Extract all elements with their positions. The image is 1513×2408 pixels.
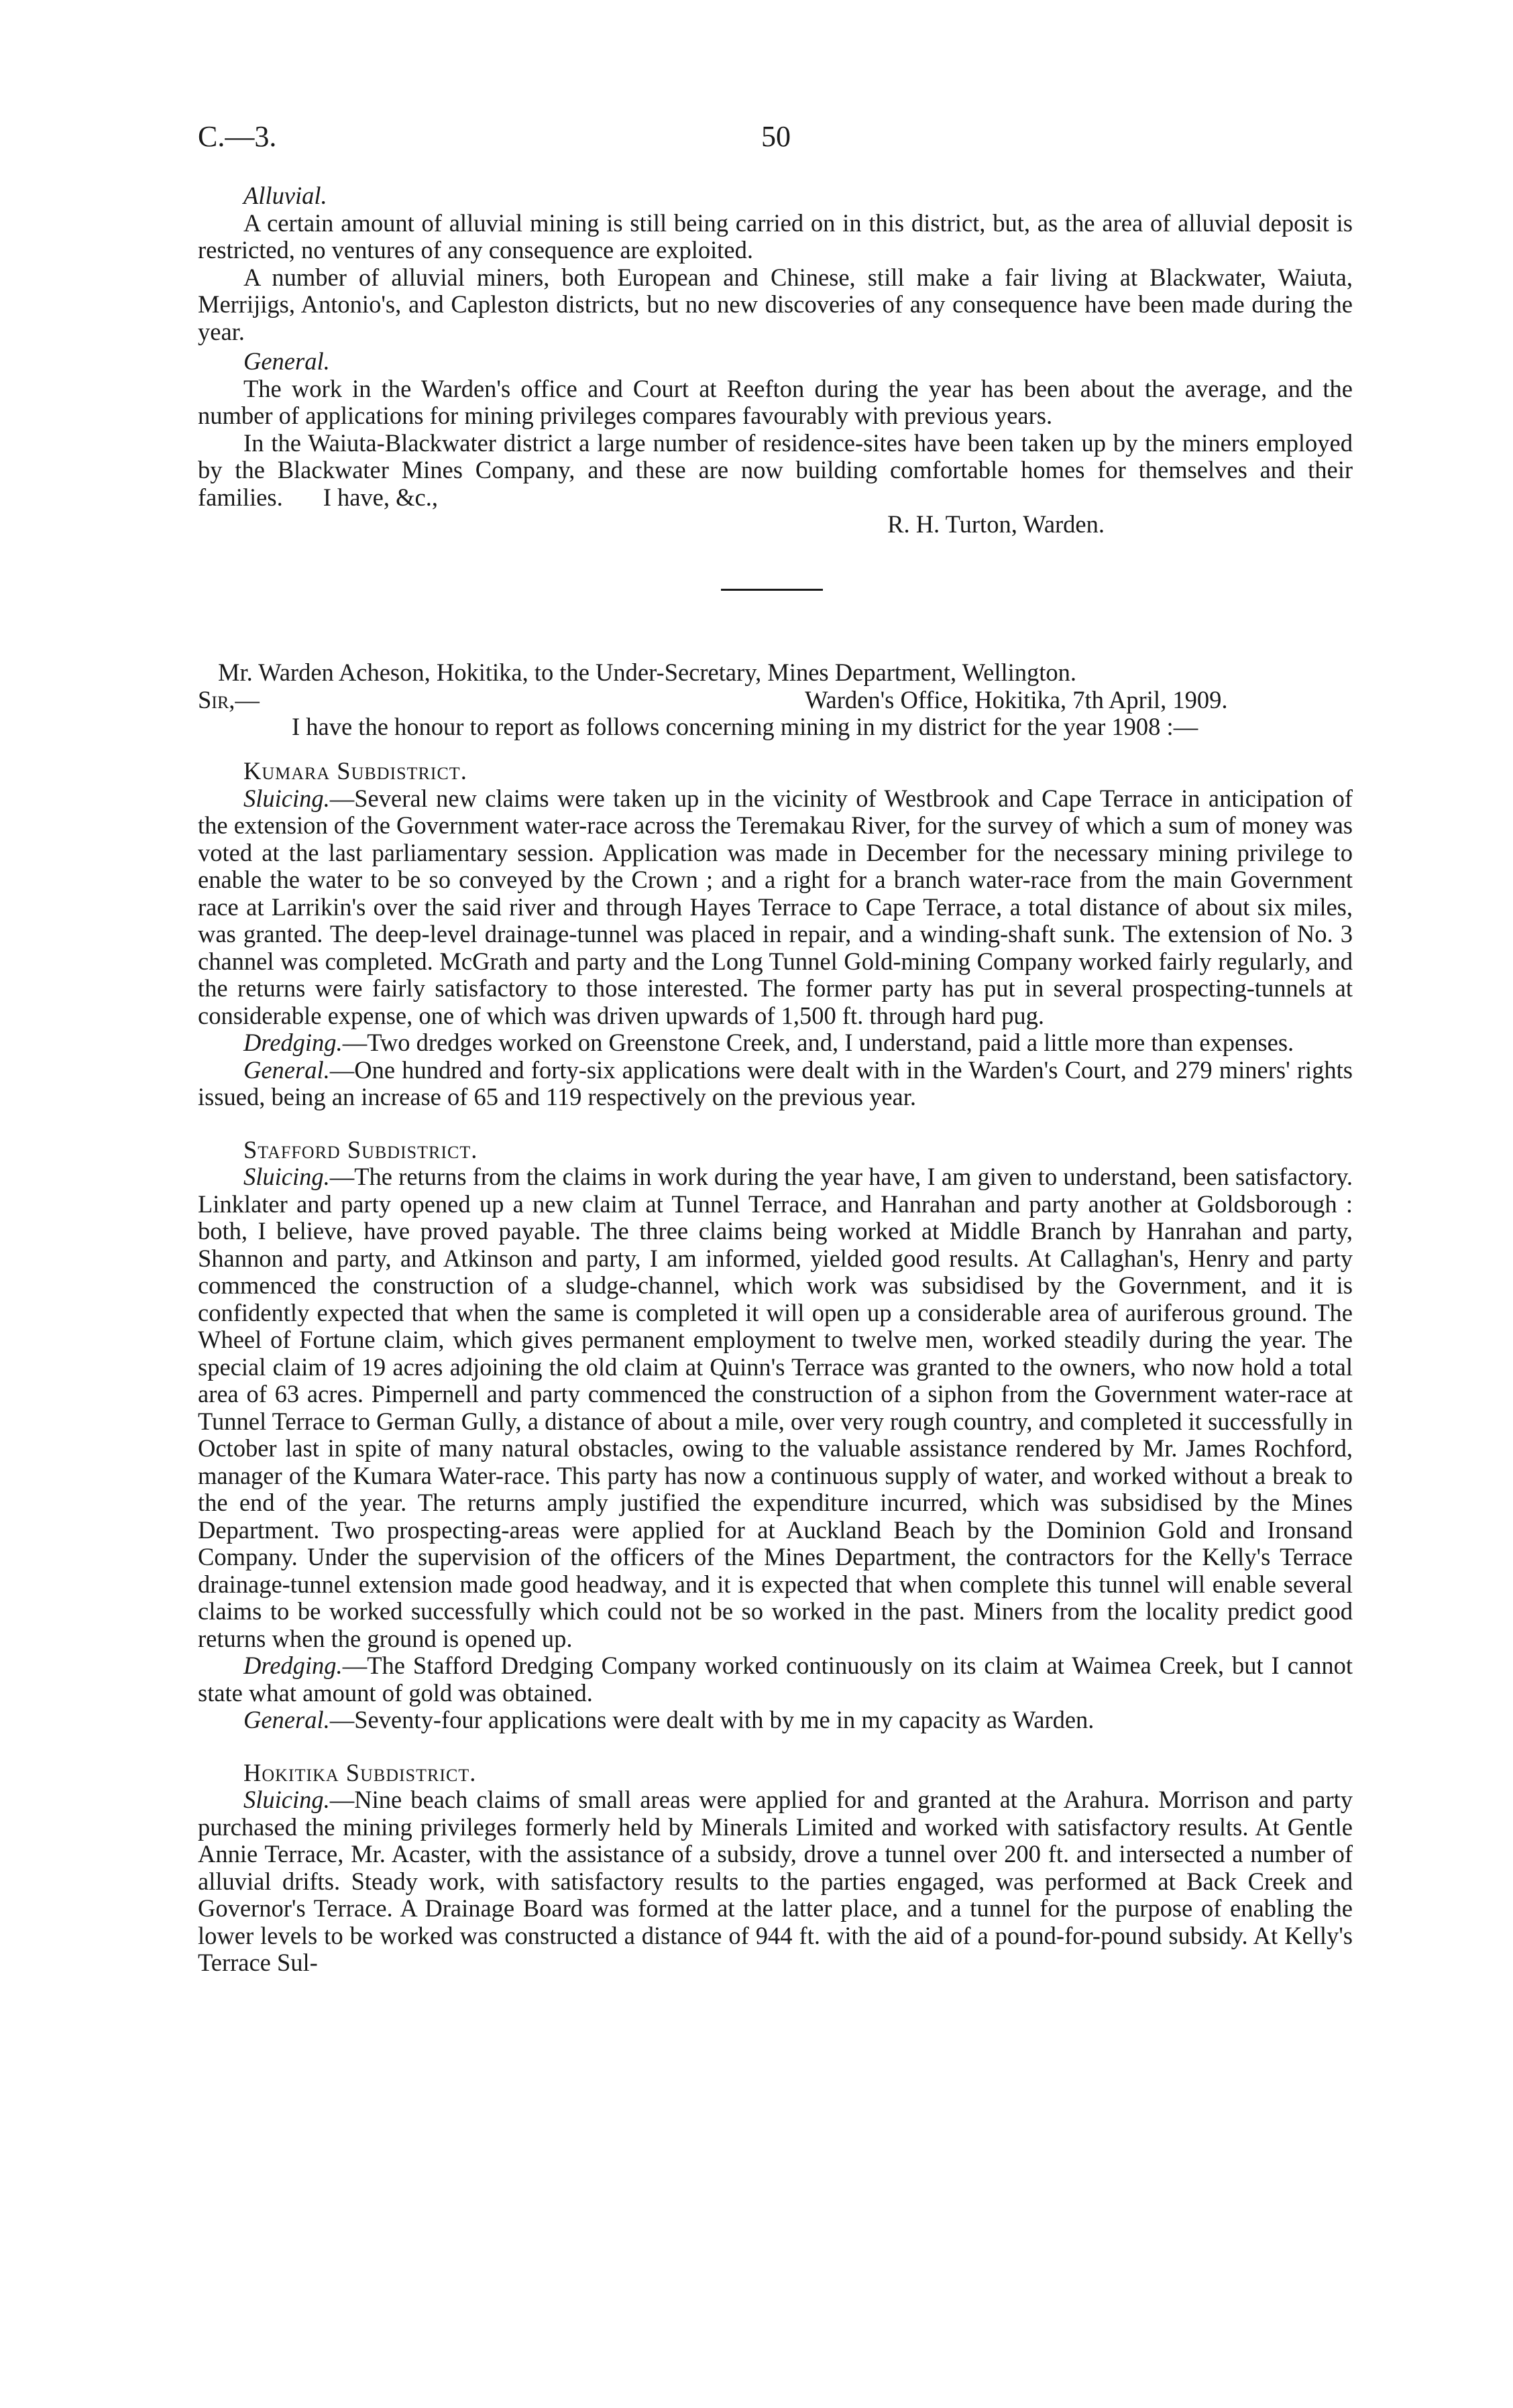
kumara-dredging (198, 1029, 1353, 1057)
stafford-dredging (198, 1652, 1353, 1707)
heading-alluvial: Alluvial. (243, 182, 327, 209)
dateline: Warden's Office, Hokitika, 7th April, 1909. (805, 685, 1228, 713)
salutation-row (198, 687, 1353, 713)
paragraph-text: —The returns from the claims in work during the year have, I am given to understand, been satisfactory. Linklater and party opened up a new claim at Tunnel Terrace, and Hanrahan and party another at Goldsborough : both, I believe, have proved payable. The three claims being worked at Middle Branch by Hanrahan and party, Shannon and party, and Atkinson and party, I am informed, yielded good results. At Callaghan's, Henry and party commenced the construction of a sludge-channel, which work was subsidised by the Government, and it is confidently expected that when the same is completed it will open up a considerable area of auriferous ground. The Wheel of Fortune claim, which gives permanent employment to twelve men, worked steadily during the year. The special claim of 19 acres adjoining the old claim at Quinn's Terrace was granted to the owners, who now hold a total area of 63 acres. Pimpernell and party commenced the construction of a siphon from the Government water-race at Tunnel Terrace to German Gully, a distance of about a mile, over very rough country, and completed it successfully in October last in spite of many natural obstacles, owing to the valuable assistance rendered by Mr. James Rochford, manager of the Kumara Water-race. This party has now a continuous supply of water, and worked without a break to the end of the year. The returns amply justified the expenditure incurred, which was subsidised by the Mines Department. Two prospecting-areas were applied for at Auckland Beach by the Dominion Gold and Ironsand Company. Under the supervision of the officers of the Mines Department, the contractors for the Kelly's Terrace drainage-tunnel extension made good headway, and it is expected that when complete this tunnel will enable several claims to be worked successfully which could not be so worked in the past. Miners from the locality predict good returns when the ground is opened up. (198, 1163, 1353, 1652)
paragraph-text: —Two dredges worked on Greenstone Creek, and, I understand, paid a little more than expenses. (342, 1029, 1294, 1056)
address-line: Mr. Warden Acheson, Hokitika, to the Under-Secretary, Mines Department, Wellington. (218, 658, 1077, 686)
lead-dredging: Dredging. (243, 1652, 343, 1679)
heading-stafford: Stafford Subdistrict. (243, 1135, 478, 1163)
lead-dredging: Dredging. (243, 1029, 343, 1056)
paragraph-text: —Several new claims were taken up in the vicinity of Westbrook and Cape Terrace in anticipation of the extension of the Government water-race across the Teremakau River, for the survey of which a sum of money was voted at the last parliamentary session. Application was made in December for the necessary mining privilege to enable the water to be so conveyed by the Crown ; and a right for a branch water-race from the main Government race at Larrikin's over the said river and through Hayes Terrace to Cape Terrace, a total distance of about six miles, was granted. The deep-level drainage-tunnel was placed in repair, and a winding-shaft sunk. The extension of No. 3 channel was completed. McGrath and party and the Long Tunnel Gold-mining Company worked fairly regularly, and the returns were fairly satisfactory to those interested. The former party has put in several prospecting-tunnels at considerable expense, one of which was driven upwards of 1,500 ft. through hard pug. (198, 784, 1353, 1029)
lead-sluicing: Sluicing. (243, 1786, 330, 1813)
stafford-general (198, 1707, 1353, 1734)
paragraph-text: In the Waiuta-Blackwater district a large number of residence-sites have been taken up by the miners employed by the Blackwater Mines Company, and these are now building comfortable homes for themselves and their families. (198, 428, 1353, 511)
paragraph-text: —The Stafford Dredging Company worked continuously on its claim at Waimea Creek, but I cannot state what amount of gold was obtained. (198, 1652, 1353, 1707)
paragraph-text: —Nine beach claims of small areas were applied for and granted at the Arahura. Morrison and party purchased the mining privileges formerly held by Minerals Limited and worked with satisfactory results. At Gentle Annie Terrace, Mr. Acaster, with the assistance of a subsidy, drove a tunnel over 200 ft. and intersected a number of alluvial drifts. Steady work, with satisfactory results to the parties engaged, was performed at Back Creek and Governor's Terrace. A Drainage Board was formed at the latter place, and a tunnel for the purpose of enabling the lower levels to be worked was constructed a distance of 944 ft. with the aid of a pound-for-pound subsidy. At Kelly's Terrace Sul- (198, 1786, 1353, 1976)
paragraph: A number of alluvial miners, both European and Chinese, still make a fair living at Blackwater, Waiuta, Merrijigs, Antonio's, and Capleston districts, but no new discoveries of any consequence have been made during the year. (198, 263, 1353, 345)
heading-hokitika: Hokitika Subdistrict. (243, 1758, 477, 1786)
intro: I have the honour to report as follows concerning mining in my district for the year 1908 :— (292, 712, 1198, 740)
lead-sluicing: Sluicing. (243, 1163, 330, 1190)
paragraph (198, 430, 1353, 512)
hokitika-sluicing (198, 1786, 1353, 1977)
reefton-report (198, 182, 1353, 538)
signature: R. H. Turton, Warden. (887, 510, 1105, 538)
lead-general: General. (243, 1055, 330, 1084)
lead-sluicing: Sluicing. (243, 784, 330, 812)
kumara-sluicing (198, 785, 1353, 1030)
stafford-sluicing (198, 1163, 1353, 1652)
page-header (198, 119, 1351, 160)
kumara-general (198, 1057, 1353, 1111)
heading-general: General. (243, 347, 330, 375)
paragraph: The work in the Warden's office and Court at Reefton during the year has been about the average, and the number of applications for mining privileges compares favourably with previous years. (198, 374, 1353, 429)
heading-kumara: Kumara Subdistrict. (243, 757, 467, 785)
document-code: C.—3. (198, 120, 277, 153)
lead-general: General. (243, 1706, 330, 1733)
paragraph-text: —Seventy-four applications were dealt with by me in my capacity as Warden. (329, 1706, 1095, 1733)
closing: I have, &c., (323, 483, 438, 511)
hokitika-report (198, 659, 1353, 1977)
paragraph-text: —One hundred and forty-six applications were dealt with in the Warden's Court, and 279 miners' rights issued, being an increase of 65 and 119 respectively on the previous year. (198, 1055, 1353, 1110)
page-number: 50 (761, 120, 791, 153)
paragraph: A certain amount of alluvial mining is still being carried on in this district, but, as the area of alluvial deposit is restricted, no ventures of any consequence are exploited. (198, 209, 1353, 264)
section-divider (721, 589, 823, 591)
salutation: Sir,— (198, 685, 260, 713)
